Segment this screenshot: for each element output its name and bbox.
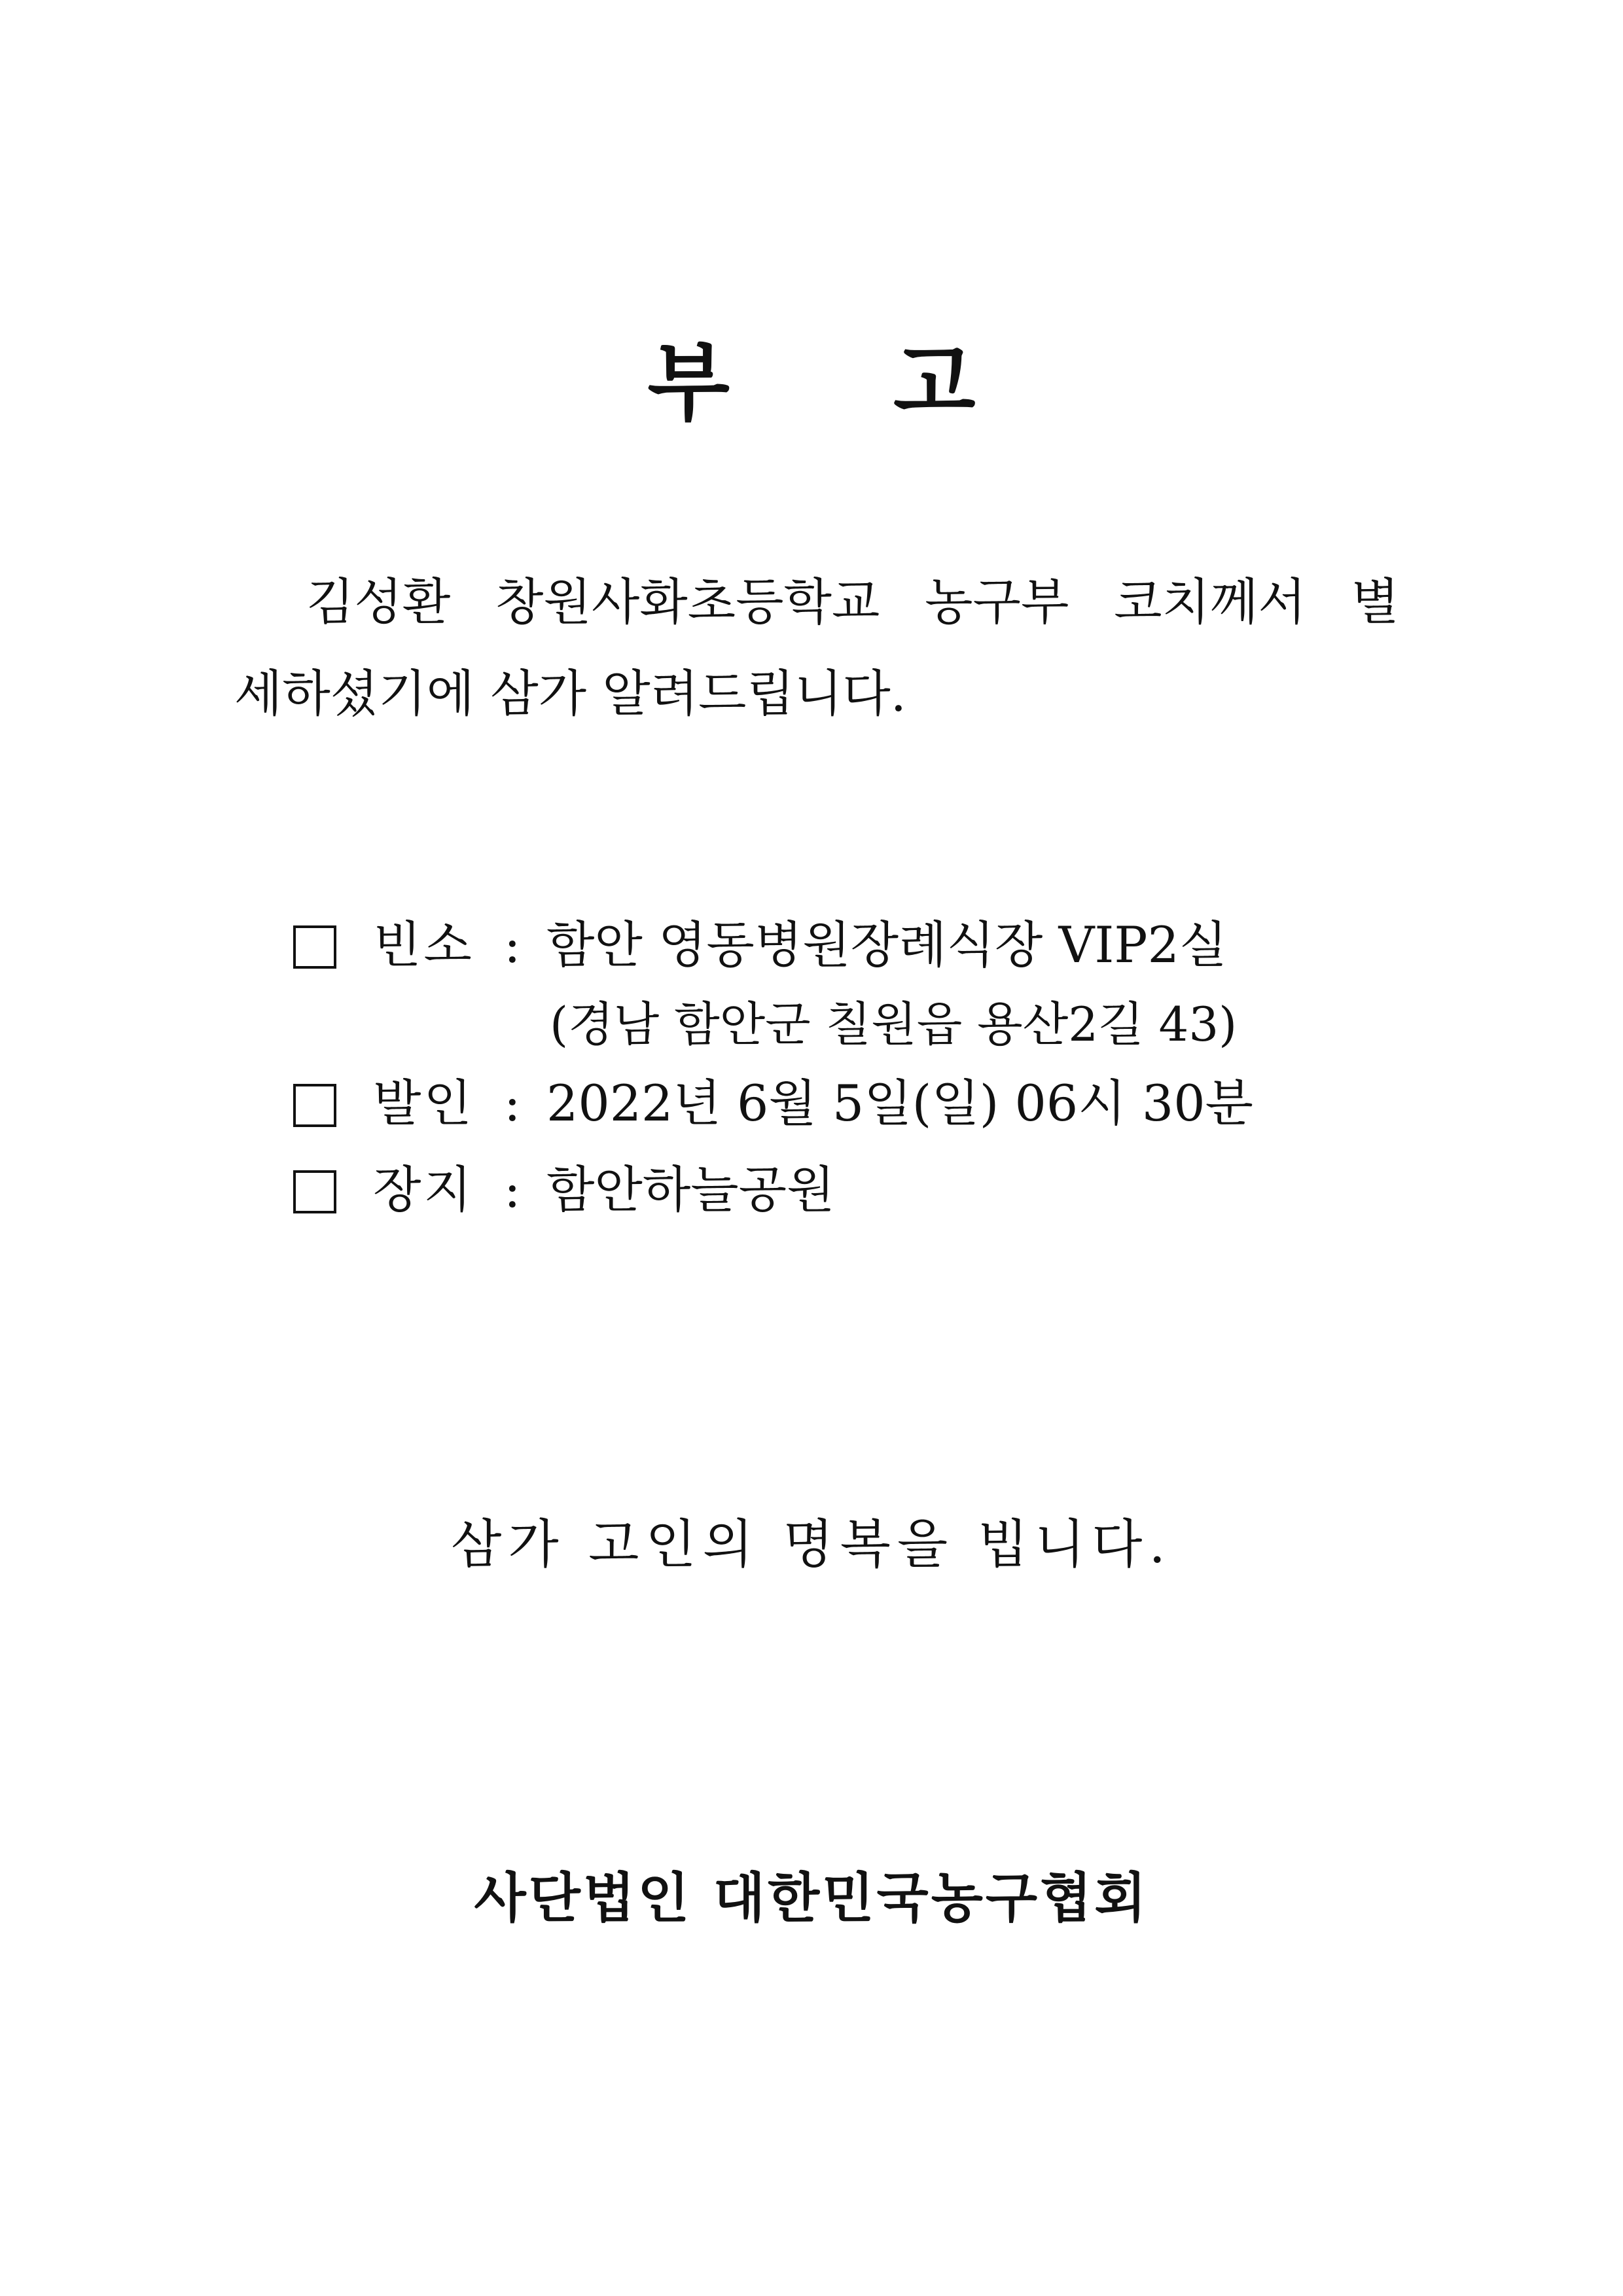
detail-value-balin: 2022년 6월 5일(일) 06시 30분 bbox=[546, 1074, 1253, 1132]
checkbox-icon bbox=[293, 1084, 336, 1127]
detail-label-balin: 발인 bbox=[373, 1074, 474, 1132]
checkbox-icon bbox=[293, 925, 336, 969]
title-char-bu: 부 bbox=[647, 332, 730, 433]
intro-line-2: 세하셨기에 삼가 알려드립니다. bbox=[234, 664, 906, 723]
document-title bbox=[0, 331, 1623, 435]
issuer-signature: 사단법인 대한민국농구협회 bbox=[474, 1867, 1149, 1929]
detail-label-jangji: 장지 bbox=[373, 1160, 474, 1219]
detail-row-balin bbox=[288, 1060, 1374, 1147]
detail-label-binso: 빈소 bbox=[373, 916, 474, 974]
detail-colon: : bbox=[504, 1074, 521, 1132]
closing-message: 삼가 고인의 명복을 빕니다. bbox=[451, 1514, 1172, 1575]
intro-paragraph bbox=[234, 556, 1399, 740]
detail-colon: : bbox=[504, 1160, 521, 1219]
intro-line-1: 김성환 창원사화초등학교 농구부 코치께서 별 bbox=[306, 573, 1399, 631]
detail-colon: : bbox=[504, 916, 521, 974]
detail-value-binso: 함안 영동병원장례식장 VIP2실 bbox=[546, 916, 1228, 974]
title-char-go: 고 bbox=[893, 332, 976, 433]
detail-value-jangji: 함안하늘공원 bbox=[546, 1160, 835, 1219]
detail-row-binso-address bbox=[288, 988, 1374, 1060]
checkbox-icon bbox=[293, 1170, 336, 1213]
detail-row-jangji bbox=[288, 1147, 1374, 1233]
detail-value-binso-address: (경남 함안군 칠원읍 용산2길 43) bbox=[550, 997, 1238, 1052]
detail-row-binso bbox=[288, 902, 1374, 988]
funeral-details bbox=[288, 902, 1374, 1233]
